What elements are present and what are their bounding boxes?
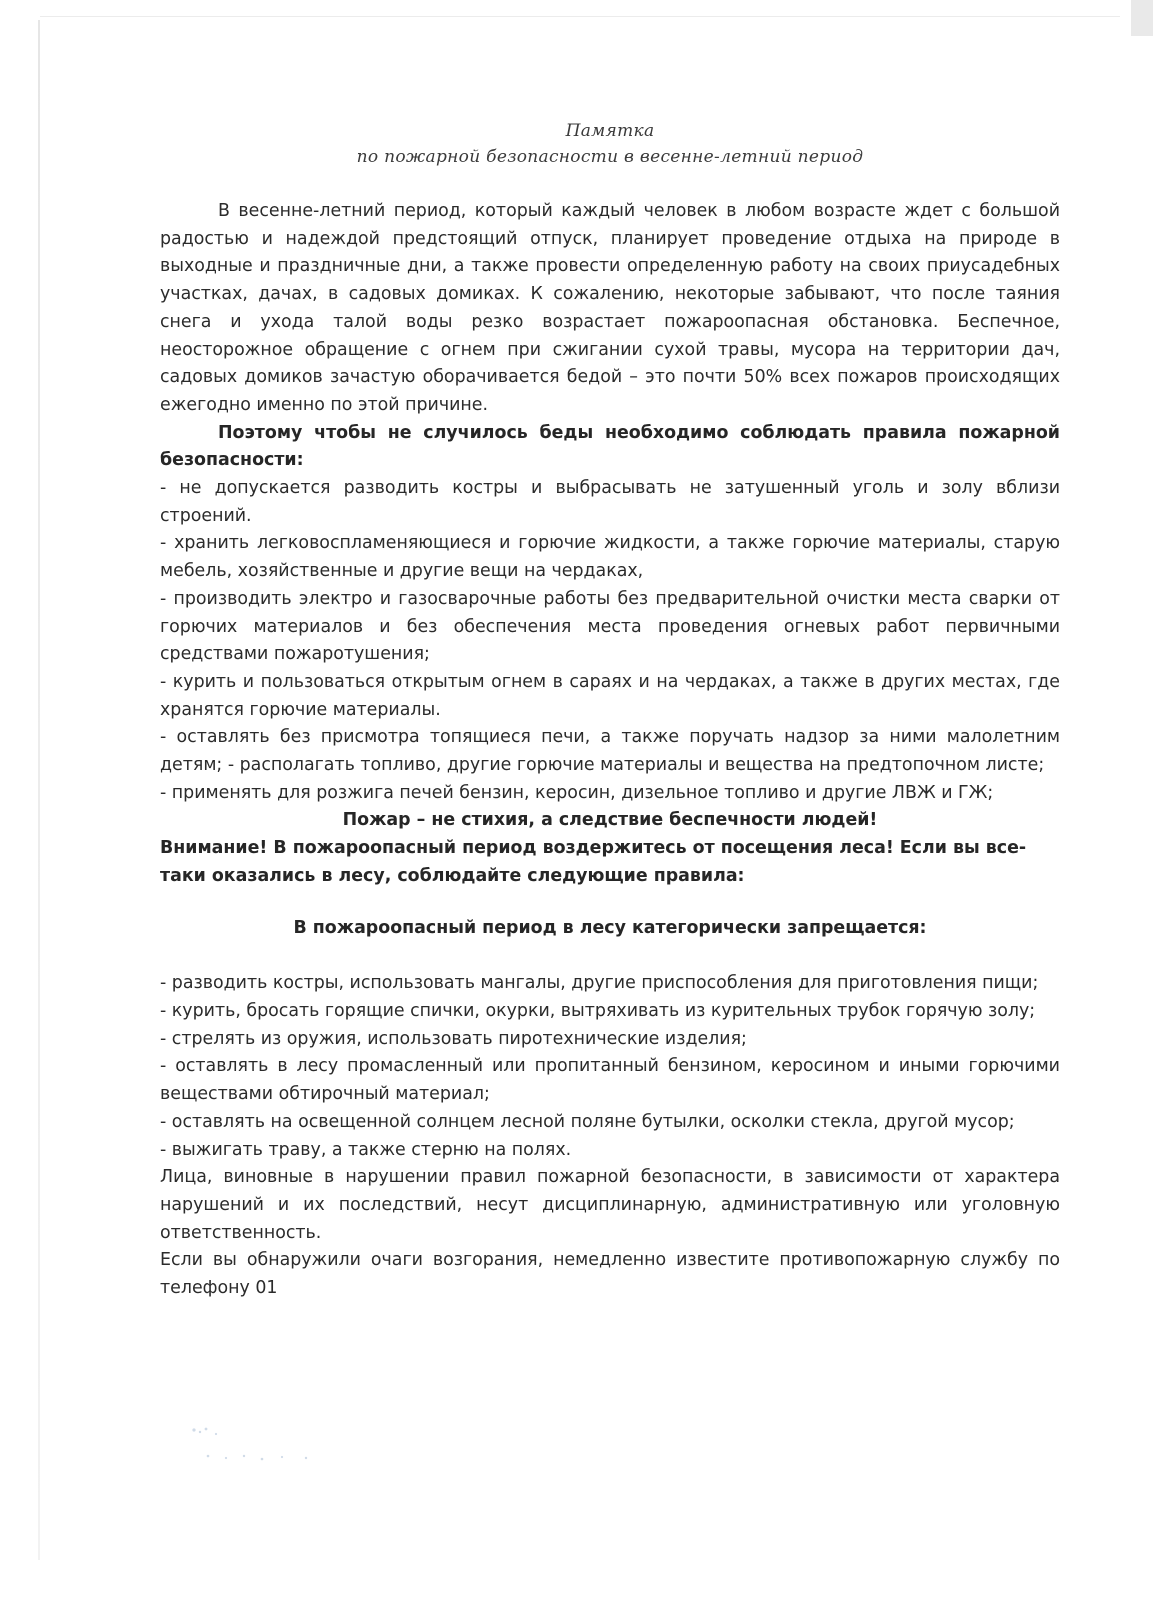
scan-edge-top [40,16,1120,17]
forest-rule-item: - выжигать траву, а также стерню на полях. [160,1139,572,1160]
slogan: Пожар – не стихия, а следствие беспечности людей! [342,810,878,831]
forest-rule-item: - оставлять на освещенной солнцем лесной поляне бутылки, осколки стекла, другой мусор; [160,1111,1015,1132]
document-page [160,118,1060,1303]
rules-heading: Поэтому чтобы не случилось беды необходимо соблюдать правила пожарной безопасности: [160,422,1060,471]
rule-item: - производить электро и газосварочные работы без предварительной очистки места сварки от горючих материалов и без обеспечения места проведения огневых работ первичными средствами пожаротушения; [160,588,1060,665]
title-line-1: Памятка [565,121,655,141]
forest-rules-list [160,970,1060,1164]
document-title [160,118,1060,170]
forest-rule-item: - стрелять из оружия, использовать пиротехнические изделия; [160,1028,747,1049]
rule-item: - оставлять без присмотра топящиеся печи, а также поручать надзор за ними малолетним детям; - располагать топливо, другие горючие материалы и вещества на предтопочном листе; [160,727,1060,776]
intro-paragraph: В весенне-летний период, который каждый человек в любом возрасте ждет с большой радостью и надеждой предстоящий отпуск, планирует проведение отдыха на природе в выходные и праздничные дни, а также провести определенную работу на своих приусадебных участках, дачах, в садовых домиках. К сожалению, некоторые забывают, что после таяния снега и ухода талой воды резко возрастает пожароопасная обстановка. Беспечное, неосторожное обращение с огнем при сжигании сухой травы, мусора на территории дач, садовых домиков зачастую оборачивается бедой – это почти 50% всех пожаров происходящих ежегодно именно по этой причине. [160,201,1060,415]
title-line-2: по пожарной безопасности в весенне-летний период [356,147,864,167]
forest-rule-item: - курить, бросать горящие спички, окурки, вытряхивать из курительных трубок горячую золу; [160,1000,1036,1021]
spacer [160,891,1060,915]
contact-paragraph: Если вы обнаружили очаги возгорания, немедленно известите противопожарную службу по телефону 01 [160,1250,1060,1299]
faded-stamp-mark [186,1420,336,1470]
rules-list [160,475,1060,807]
scan-edge-left [38,20,40,1560]
forest-warning: Внимание! В пожароопасный период воздержитесь от посещения леса! Если вы все-таки оказались в лесу, соблюдайте следующие правила: [160,838,1027,886]
rule-item: - курить и пользоваться открытым огнем в сараях и на чердаках, а также в других местах, где хранятся горючие материалы. [160,671,1060,720]
rule-item: - не допускается разводить костры и выбрасывать не затушенный уголь и золу вблизи строений. [160,478,1060,526]
scan-corner-shadow [1131,0,1153,36]
rule-item: - применять для розжига печей бензин, керосин, дизельное топливо и другие ЛВЖ и ГЖ; [160,782,994,803]
forest-rule-item: - разводить костры, использовать мангалы, другие приспособления для приготовления пищи; [160,973,1039,994]
spacer [160,942,1060,970]
liability-paragraph: Лица, виновные в нарушении правил пожарной безопасности, в зависимости от характера нарушений и их последствий, несут дисциплинарную, административную или уголовную ответственность. [160,1167,1060,1243]
rule-item: - хранить легковоспламеняющиеся и горючие жидкости, а также горючие материалы, старую мебель, хозяйственные и другие вещи на чердаках, [160,533,1060,582]
forest-rule-item: - оставлять в лесу промасленный или пропитанный бензином, керосином и иными горючими веществами обтирочный материал; [160,1056,1060,1105]
forest-heading: В пожароопасный период в лесу категорически запрещается: [293,917,927,938]
